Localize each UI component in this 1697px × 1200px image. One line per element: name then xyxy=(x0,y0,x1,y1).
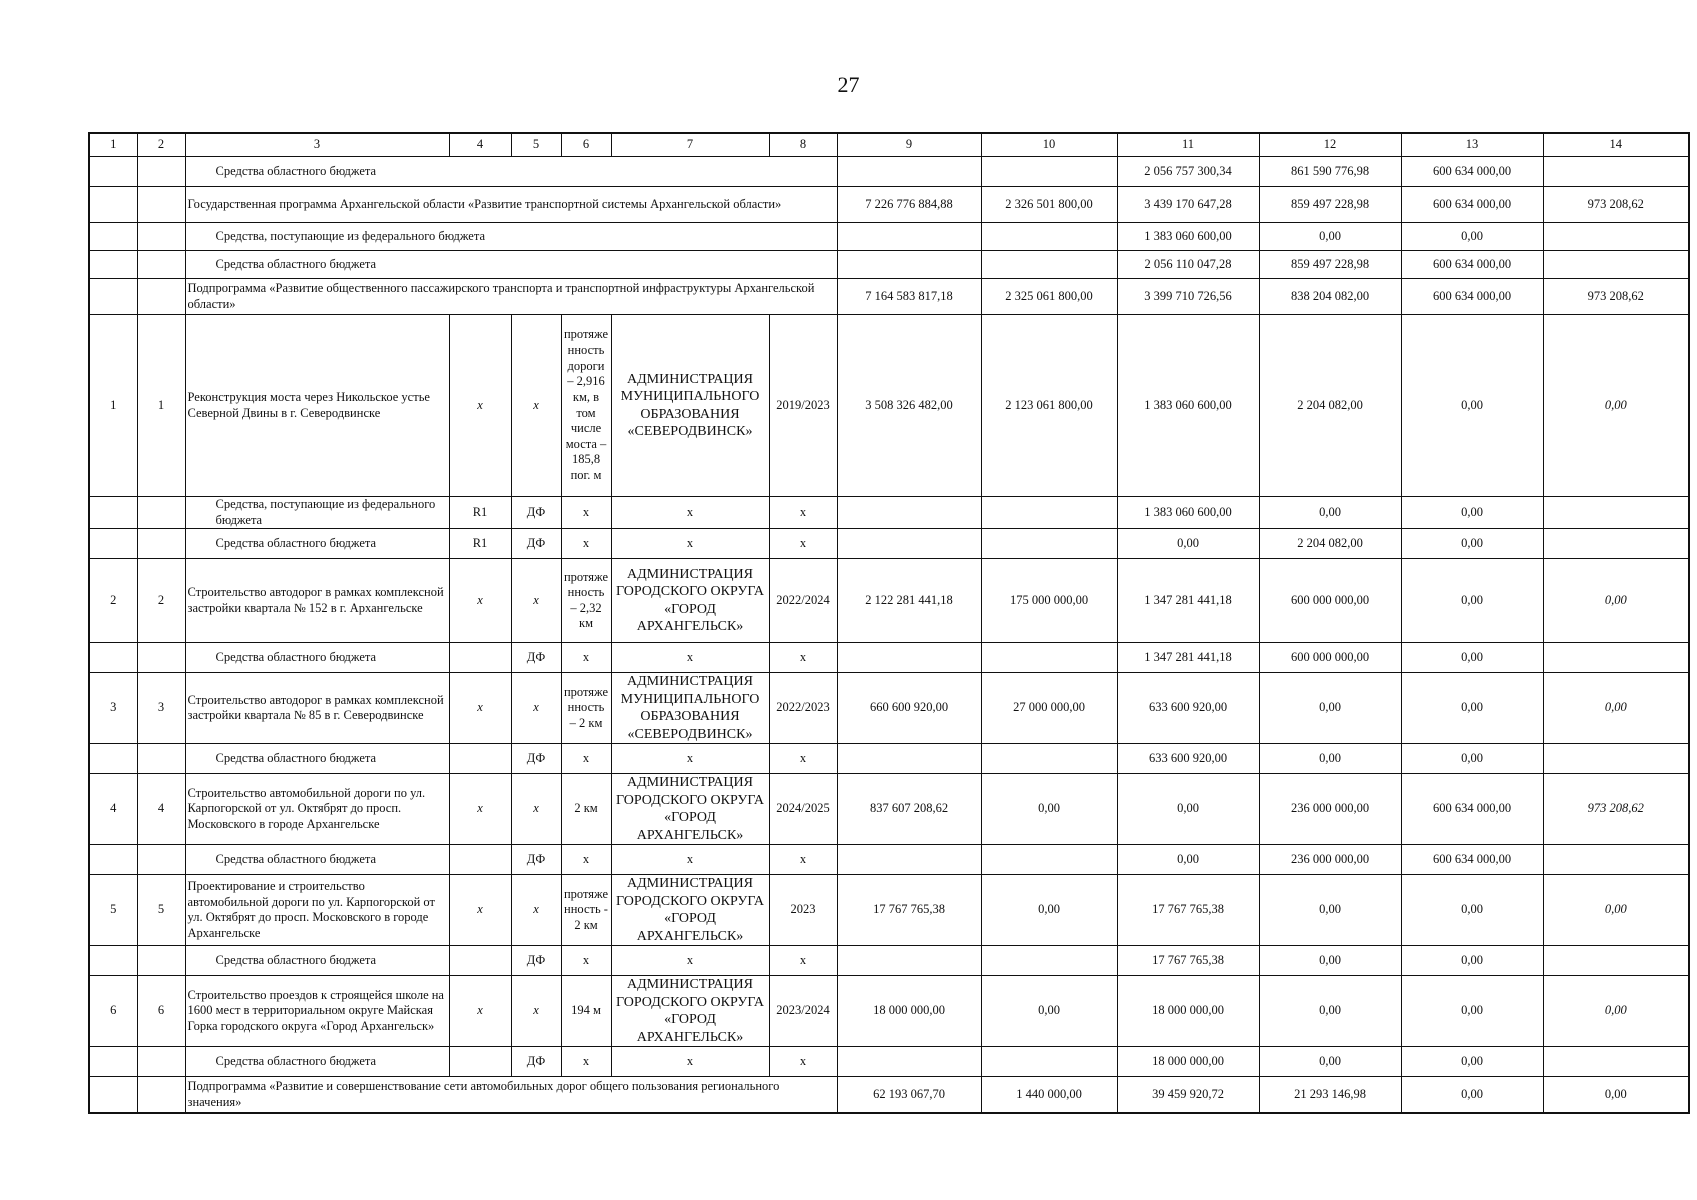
funding-type-cell: х xyxy=(511,774,561,845)
column-number-header: 12 xyxy=(1259,133,1401,157)
year-2023-cell: 0,00 xyxy=(1117,845,1259,875)
table-row xyxy=(89,279,1689,315)
prior-years-cell: 175 000 000,00 xyxy=(981,559,1117,643)
column-number-header: 4 xyxy=(449,133,511,157)
total-cost-cell xyxy=(837,845,981,875)
item-number-cell xyxy=(137,497,185,529)
year-2025-cell: 0,00 xyxy=(1401,946,1543,976)
total-cost-cell xyxy=(837,497,981,529)
column-number-header: 7 xyxy=(611,133,769,157)
executor-cell: АДМИНИСТРАЦИЯ ГОРОДСКОГО ОКРУГА «ГОРОД АРХАНГЕЛЬСК» xyxy=(611,875,769,946)
total-cost-cell: 660 600 920,00 xyxy=(837,673,981,744)
row-number-cell: 3 xyxy=(89,673,137,744)
funding-source-label: Средства областного бюджета xyxy=(185,744,449,774)
capacity-cell: х xyxy=(561,946,611,976)
year-2024-cell: 2 204 082,00 xyxy=(1259,529,1401,559)
prior-years-cell xyxy=(981,497,1117,529)
item-number-cell: 2 xyxy=(137,559,185,643)
year-2025-cell: 600 634 000,00 xyxy=(1401,279,1543,315)
year-2023-cell: 17 767 765,38 xyxy=(1117,875,1259,946)
total-cost-cell xyxy=(837,643,981,673)
year-2024-cell: 2 204 082,00 xyxy=(1259,315,1401,497)
item-number-cell xyxy=(137,187,185,223)
prior-years-cell xyxy=(981,845,1117,875)
capacity-cell: 2 км xyxy=(561,774,611,845)
row-number-cell xyxy=(89,1047,137,1077)
funding-source-label: Средства, поступающие из федерального бюджета xyxy=(185,497,449,529)
year-2025-cell: 0,00 xyxy=(1401,223,1543,251)
prior-years-cell xyxy=(981,251,1117,279)
row-number-cell xyxy=(89,529,137,559)
code-cell xyxy=(449,845,511,875)
executor-cell: АДМИНИСТРАЦИЯ ГОРОДСКОГО ОКРУГА «ГОРОД АРХАНГЕЛЬСК» xyxy=(611,559,769,643)
prior-years-cell: 2 123 061 800,00 xyxy=(981,315,1117,497)
year-2025-cell: 600 634 000,00 xyxy=(1401,187,1543,223)
year-2025-cell: 0,00 xyxy=(1401,1047,1543,1077)
executor-cell: х xyxy=(611,497,769,529)
item-number-cell: 6 xyxy=(137,976,185,1047)
year-2026-cell xyxy=(1543,251,1689,279)
row-number-cell xyxy=(89,643,137,673)
funding-type-cell: ДФ xyxy=(511,845,561,875)
period-cell: 2022/2023 xyxy=(769,673,837,744)
executor-cell: АДМИНИСТРАЦИЯ ГОРОДСКОГО ОКРУГА «ГОРОД АРХАНГЕЛЬСК» xyxy=(611,774,769,845)
table-header-row xyxy=(89,133,1689,157)
prior-years-cell xyxy=(981,643,1117,673)
table-row xyxy=(89,157,1689,187)
year-2023-cell: 1 383 060 600,00 xyxy=(1117,223,1259,251)
row-number-cell xyxy=(89,187,137,223)
program-name: Государственная программа Архангельской области «Развитие транспортной системы Архангельской области» xyxy=(185,187,837,223)
year-2023-cell: 633 600 920,00 xyxy=(1117,673,1259,744)
item-number-cell xyxy=(137,1077,185,1113)
year-2023-cell: 18 000 000,00 xyxy=(1117,1047,1259,1077)
year-2026-cell xyxy=(1543,1047,1689,1077)
column-number-header: 14 xyxy=(1543,133,1689,157)
capacity-cell: протяженность - 2 км xyxy=(561,875,611,946)
funding-source-label: Средства областного бюджета xyxy=(185,157,837,187)
row-number-cell: 6 xyxy=(89,976,137,1047)
column-number-header: 10 xyxy=(981,133,1117,157)
funding-type-cell: х xyxy=(511,976,561,1047)
object-name: Строительство автодорог в рамках комплексной застройки квартала № 85 в г. Северодвинске xyxy=(185,673,449,744)
year-2024-cell: 236 000 000,00 xyxy=(1259,845,1401,875)
year-2026-cell xyxy=(1543,223,1689,251)
year-2024-cell: 859 497 228,98 xyxy=(1259,187,1401,223)
capacity-cell: х xyxy=(561,529,611,559)
year-2024-cell: 600 000 000,00 xyxy=(1259,559,1401,643)
column-number-header: 9 xyxy=(837,133,981,157)
year-2023-cell: 39 459 920,72 xyxy=(1117,1077,1259,1113)
capacity-cell: х xyxy=(561,643,611,673)
year-2026-cell xyxy=(1543,643,1689,673)
total-cost-cell xyxy=(837,1047,981,1077)
funding-source-label: Средства областного бюджета xyxy=(185,946,449,976)
total-cost-cell: 18 000 000,00 xyxy=(837,976,981,1047)
table-row xyxy=(89,559,1689,643)
year-2023-cell: 0,00 xyxy=(1117,529,1259,559)
year-2023-cell: 17 767 765,38 xyxy=(1117,946,1259,976)
row-number-cell: 4 xyxy=(89,774,137,845)
capacity-cell: протяженность – 2 км xyxy=(561,673,611,744)
item-number-cell: 1 xyxy=(137,315,185,497)
year-2025-cell: 0,00 xyxy=(1401,643,1543,673)
row-number-cell xyxy=(89,946,137,976)
year-2026-cell: 0,00 xyxy=(1543,315,1689,497)
year-2025-cell: 0,00 xyxy=(1401,559,1543,643)
capacity-cell: х xyxy=(561,497,611,529)
item-number-cell xyxy=(137,946,185,976)
year-2025-cell: 0,00 xyxy=(1401,315,1543,497)
item-number-cell xyxy=(137,845,185,875)
executor-cell: АДМИНИСТРАЦИЯ МУНИЦИПАЛЬНОГО ОБРАЗОВАНИЯ «СЕВЕРОДВИНСК» xyxy=(611,315,769,497)
column-number-header: 11 xyxy=(1117,133,1259,157)
row-number-cell xyxy=(89,223,137,251)
period-cell: х xyxy=(769,946,837,976)
year-2024-cell: 0,00 xyxy=(1259,223,1401,251)
funding-source-label: Средства областного бюджета xyxy=(185,1047,449,1077)
prior-years-cell: 2 326 501 800,00 xyxy=(981,187,1117,223)
year-2025-cell: 600 634 000,00 xyxy=(1401,774,1543,845)
year-2023-cell: 3 439 170 647,28 xyxy=(1117,187,1259,223)
funding-type-cell: ДФ xyxy=(511,946,561,976)
column-number-header: 8 xyxy=(769,133,837,157)
prior-years-cell xyxy=(981,1047,1117,1077)
object-name: Строительство автодорог в рамках комплексной застройки квартала № 152 в г. Архангельске xyxy=(185,559,449,643)
year-2026-cell xyxy=(1543,845,1689,875)
prior-years-cell xyxy=(981,744,1117,774)
table-row xyxy=(89,946,1689,976)
row-number-cell: 2 xyxy=(89,559,137,643)
row-number-cell xyxy=(89,1077,137,1113)
table-row xyxy=(89,1077,1689,1113)
year-2024-cell: 838 204 082,00 xyxy=(1259,279,1401,315)
year-2024-cell: 0,00 xyxy=(1259,497,1401,529)
code-cell xyxy=(449,946,511,976)
capacity-cell: х xyxy=(561,744,611,774)
year-2026-cell xyxy=(1543,529,1689,559)
prior-years-cell: 2 325 061 800,00 xyxy=(981,279,1117,315)
executor-cell: х xyxy=(611,946,769,976)
executor-cell: х xyxy=(611,1047,769,1077)
item-number-cell xyxy=(137,744,185,774)
table-row xyxy=(89,976,1689,1047)
page-number: 27 xyxy=(837,72,860,97)
year-2025-cell: 0,00 xyxy=(1401,1077,1543,1113)
object-name: Строительство автомобильной дороги по ул. Карпогорской от ул. Октябрят до просп. Московского в городе Архангельске xyxy=(185,774,449,845)
budget-table xyxy=(88,132,1690,1114)
table-row xyxy=(89,774,1689,845)
year-2024-cell: 0,00 xyxy=(1259,976,1401,1047)
year-2023-cell: 2 056 110 047,28 xyxy=(1117,251,1259,279)
total-cost-cell: 837 607 208,62 xyxy=(837,774,981,845)
table-row xyxy=(89,529,1689,559)
year-2026-cell xyxy=(1543,946,1689,976)
total-cost-cell xyxy=(837,744,981,774)
period-cell: 2022/2024 xyxy=(769,559,837,643)
period-cell: х xyxy=(769,845,837,875)
table-row xyxy=(89,875,1689,946)
year-2026-cell: 973 208,62 xyxy=(1543,187,1689,223)
year-2025-cell: 0,00 xyxy=(1401,673,1543,744)
total-cost-cell xyxy=(837,946,981,976)
code-cell: х xyxy=(449,774,511,845)
column-number-header: 1 xyxy=(89,133,137,157)
period-cell: 2024/2025 xyxy=(769,774,837,845)
year-2023-cell: 0,00 xyxy=(1117,774,1259,845)
period-cell: х xyxy=(769,529,837,559)
year-2026-cell xyxy=(1543,744,1689,774)
code-cell: R1 xyxy=(449,529,511,559)
total-cost-cell xyxy=(837,251,981,279)
program-name: Подпрограмма «Развитие общественного пассажирского транспорта и транспортной инфраструктуры Архангельской области» xyxy=(185,279,837,315)
capacity-cell: протяженность – 2,32 км xyxy=(561,559,611,643)
year-2023-cell: 3 399 710 726,56 xyxy=(1117,279,1259,315)
code-cell: х xyxy=(449,976,511,1047)
executor-cell: х xyxy=(611,845,769,875)
prior-years-cell xyxy=(981,157,1117,187)
year-2026-cell: 973 208,62 xyxy=(1543,774,1689,845)
code-cell: х xyxy=(449,559,511,643)
code-cell: R1 xyxy=(449,497,511,529)
funding-type-cell: ДФ xyxy=(511,744,561,774)
row-number-cell xyxy=(89,845,137,875)
year-2023-cell: 18 000 000,00 xyxy=(1117,976,1259,1047)
funding-type-cell: х xyxy=(511,875,561,946)
table-row xyxy=(89,223,1689,251)
total-cost-cell: 62 193 067,70 xyxy=(837,1077,981,1113)
year-2026-cell: 0,00 xyxy=(1543,673,1689,744)
code-cell: х xyxy=(449,875,511,946)
table-row xyxy=(89,315,1689,497)
period-cell: 2023/2024 xyxy=(769,976,837,1047)
funding-source-label: Средства областного бюджета xyxy=(185,529,449,559)
year-2026-cell: 973 208,62 xyxy=(1543,279,1689,315)
object-name: Строительство проездов к строящейся школе на 1600 мест в территориальном округе Майская Горка городского округа «Город Архангельск» xyxy=(185,976,449,1047)
year-2024-cell: 0,00 xyxy=(1259,673,1401,744)
year-2025-cell: 0,00 xyxy=(1401,497,1543,529)
funding-type-cell: ДФ xyxy=(511,497,561,529)
prior-years-cell xyxy=(981,223,1117,251)
year-2025-cell: 600 634 000,00 xyxy=(1401,251,1543,279)
program-name: Подпрограмма «Развитие и совершенствование сети автомобильных дорог общего пользования регионального значения» xyxy=(185,1077,837,1113)
year-2026-cell: 0,00 xyxy=(1543,559,1689,643)
funding-type-cell: ДФ xyxy=(511,529,561,559)
table-row xyxy=(89,845,1689,875)
year-2023-cell: 1 383 060 600,00 xyxy=(1117,315,1259,497)
total-cost-cell: 2 122 281 441,18 xyxy=(837,559,981,643)
year-2024-cell: 0,00 xyxy=(1259,875,1401,946)
code-cell xyxy=(449,744,511,774)
object-name: Реконструкция моста через Никольское устье Северной Двины в г. Северодвинске xyxy=(185,315,449,497)
year-2024-cell: 21 293 146,98 xyxy=(1259,1077,1401,1113)
total-cost-cell: 17 767 765,38 xyxy=(837,875,981,946)
object-name: Проектирование и строительство автомобильной дороги по ул. Карпогорской от ул. Октябрят до просп. Московского в городе Архангельске xyxy=(185,875,449,946)
funding-type-cell: ДФ xyxy=(511,1047,561,1077)
year-2023-cell: 633 600 920,00 xyxy=(1117,744,1259,774)
funding-source-label: Средства областного бюджета xyxy=(185,643,449,673)
row-number-cell xyxy=(89,497,137,529)
table-row xyxy=(89,673,1689,744)
item-number-cell xyxy=(137,1047,185,1077)
item-number-cell xyxy=(137,643,185,673)
funding-source-label: Средства областного бюджета xyxy=(185,251,837,279)
row-number-cell: 1 xyxy=(89,315,137,497)
year-2024-cell: 0,00 xyxy=(1259,946,1401,976)
prior-years-cell: 1 440 000,00 xyxy=(981,1077,1117,1113)
funding-type-cell: х xyxy=(511,673,561,744)
capacity-cell: протяженность дороги – 2,916 км, в том числе моста – 185,8 пог. м xyxy=(561,315,611,497)
year-2024-cell: 861 590 776,98 xyxy=(1259,157,1401,187)
prior-years-cell: 0,00 xyxy=(981,875,1117,946)
table-row xyxy=(89,643,1689,673)
item-number-cell xyxy=(137,279,185,315)
funding-type-cell: х xyxy=(511,315,561,497)
item-number-cell xyxy=(137,157,185,187)
year-2024-cell: 236 000 000,00 xyxy=(1259,774,1401,845)
year-2025-cell: 600 634 000,00 xyxy=(1401,845,1543,875)
column-number-header: 13 xyxy=(1401,133,1543,157)
year-2024-cell: 859 497 228,98 xyxy=(1259,251,1401,279)
year-2024-cell: 0,00 xyxy=(1259,744,1401,774)
prior-years-cell: 0,00 xyxy=(981,774,1117,845)
year-2025-cell: 0,00 xyxy=(1401,529,1543,559)
capacity-cell: 194 м xyxy=(561,976,611,1047)
total-cost-cell xyxy=(837,157,981,187)
row-number-cell xyxy=(89,157,137,187)
table-row xyxy=(89,251,1689,279)
total-cost-cell: 7 164 583 817,18 xyxy=(837,279,981,315)
year-2025-cell: 0,00 xyxy=(1401,744,1543,774)
row-number-cell xyxy=(89,744,137,774)
funding-type-cell: х xyxy=(511,559,561,643)
column-number-header: 3 xyxy=(185,133,449,157)
period-cell: 2023 xyxy=(769,875,837,946)
item-number-cell: 4 xyxy=(137,774,185,845)
funding-source-label: Средства, поступающие из федерального бюджета xyxy=(185,223,837,251)
executor-cell: АДМИНИСТРАЦИЯ ГОРОДСКОГО ОКРУГА «ГОРОД АРХАНГЕЛЬСК» xyxy=(611,976,769,1047)
column-number-header: 2 xyxy=(137,133,185,157)
table-row xyxy=(89,1047,1689,1077)
row-number-cell xyxy=(89,251,137,279)
item-number-cell xyxy=(137,223,185,251)
year-2025-cell: 0,00 xyxy=(1401,976,1543,1047)
year-2024-cell: 600 000 000,00 xyxy=(1259,643,1401,673)
year-2023-cell: 1 383 060 600,00 xyxy=(1117,497,1259,529)
year-2025-cell: 0,00 xyxy=(1401,875,1543,946)
funding-source-label: Средства областного бюджета xyxy=(185,845,449,875)
column-number-header: 6 xyxy=(561,133,611,157)
prior-years-cell xyxy=(981,946,1117,976)
item-number-cell xyxy=(137,529,185,559)
table-row xyxy=(89,187,1689,223)
total-cost-cell: 3 508 326 482,00 xyxy=(837,315,981,497)
year-2026-cell: 0,00 xyxy=(1543,875,1689,946)
item-number-cell: 3 xyxy=(137,673,185,744)
period-cell: х xyxy=(769,1047,837,1077)
code-cell: х xyxy=(449,315,511,497)
period-cell: х xyxy=(769,744,837,774)
row-number-cell: 5 xyxy=(89,875,137,946)
period-cell: х xyxy=(769,497,837,529)
prior-years-cell xyxy=(981,529,1117,559)
year-2023-cell: 2 056 757 300,34 xyxy=(1117,157,1259,187)
table-row xyxy=(89,497,1689,529)
year-2026-cell xyxy=(1543,157,1689,187)
code-cell xyxy=(449,643,511,673)
year-2026-cell: 0,00 xyxy=(1543,1077,1689,1113)
year-2023-cell: 1 347 281 441,18 xyxy=(1117,643,1259,673)
code-cell xyxy=(449,1047,511,1077)
year-2025-cell: 600 634 000,00 xyxy=(1401,157,1543,187)
item-number-cell xyxy=(137,251,185,279)
total-cost-cell: 7 226 776 884,88 xyxy=(837,187,981,223)
total-cost-cell xyxy=(837,223,981,251)
total-cost-cell xyxy=(837,529,981,559)
year-2024-cell: 0,00 xyxy=(1259,1047,1401,1077)
prior-years-cell: 0,00 xyxy=(981,976,1117,1047)
column-number-header: 5 xyxy=(511,133,561,157)
funding-type-cell: ДФ xyxy=(511,643,561,673)
year-2026-cell xyxy=(1543,497,1689,529)
year-2023-cell: 1 347 281 441,18 xyxy=(1117,559,1259,643)
capacity-cell: х xyxy=(561,1047,611,1077)
executor-cell: х xyxy=(611,643,769,673)
code-cell: х xyxy=(449,673,511,744)
capacity-cell: х xyxy=(561,845,611,875)
table-row xyxy=(89,744,1689,774)
period-cell: х xyxy=(769,643,837,673)
row-number-cell xyxy=(89,279,137,315)
period-cell: 2019/2023 xyxy=(769,315,837,497)
prior-years-cell: 27 000 000,00 xyxy=(981,673,1117,744)
year-2026-cell: 0,00 xyxy=(1543,976,1689,1047)
executor-cell: х xyxy=(611,744,769,774)
item-number-cell: 5 xyxy=(137,875,185,946)
executor-cell: АДМИНИСТРАЦИЯ МУНИЦИПАЛЬНОГО ОБРАЗОВАНИЯ «СЕВЕРОДВИНСК» xyxy=(611,673,769,744)
executor-cell: х xyxy=(611,529,769,559)
